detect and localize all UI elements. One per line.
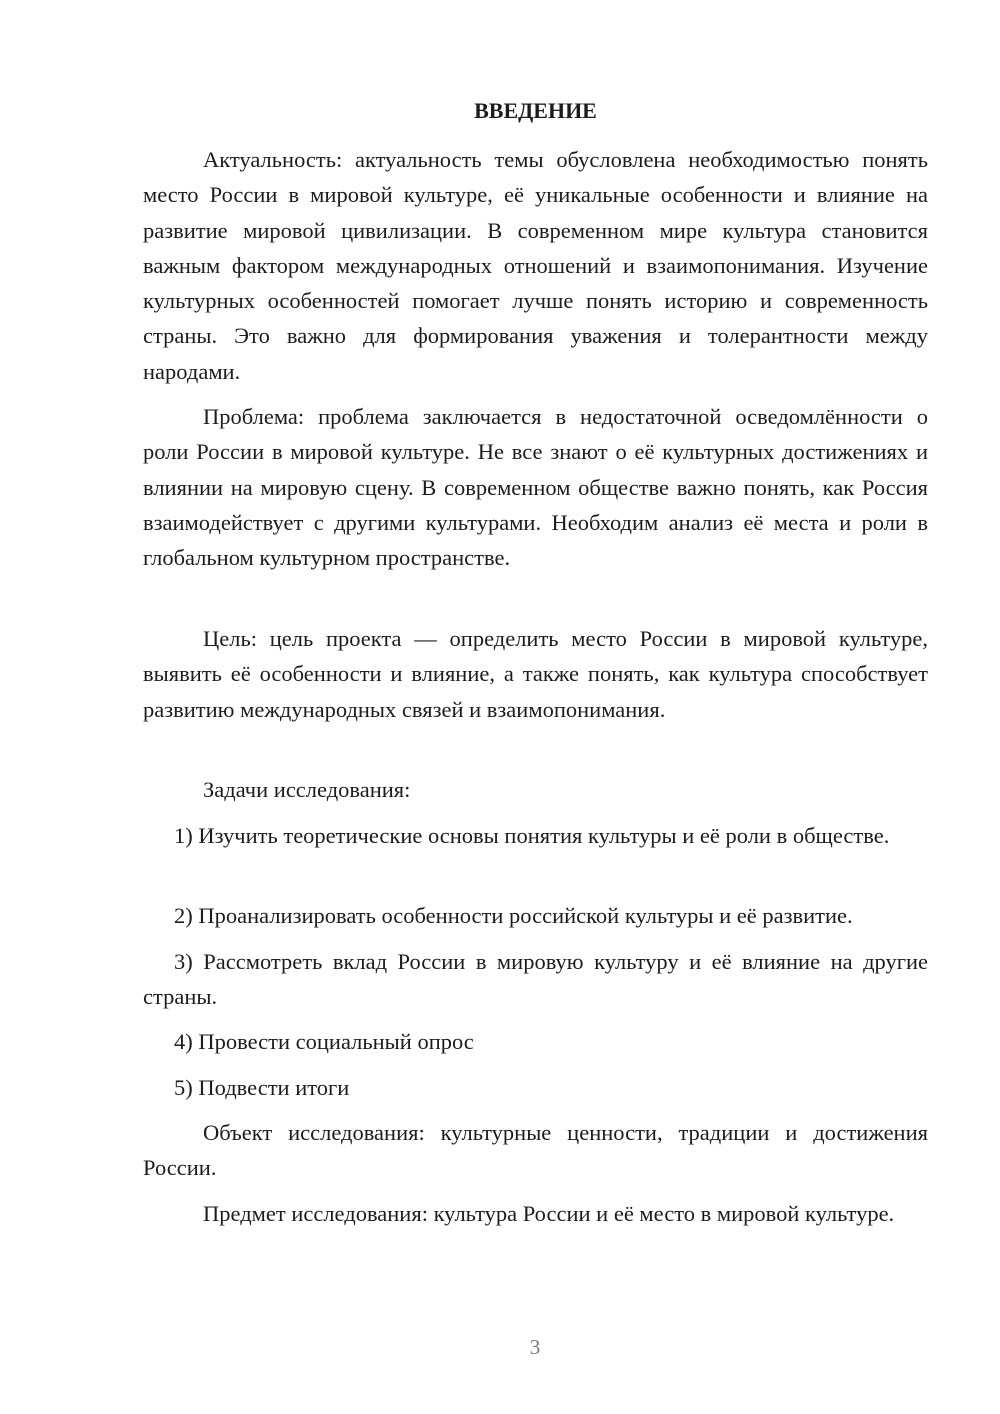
subject-paragraph: Предмет исследования: культура России и её место в мировой культуре. [203,1201,895,1226]
task-item-3: 3) Рассмотреть вклад России в мировую культуру и её влияние на другие страны. [143,949,928,1010]
task-item-5: 5) Подвести итоги [174,1075,350,1100]
task-item-1: 1) Изучить теоретические основы понятия культуры и её роли в обществе. [174,823,890,848]
page-number: 3 [529,1335,541,1359]
relevance-paragraph: Актуальность: актуальность темы обусловлена необходимостью понять место России в мировой культуре, её уникальные особенности и влияние на развитие мировой цивилизации. В современном мире культура становится важным фактором международных отношений и взаимопонимания. Изучение культурных особенностей помогает лучше понять историю и современность страны. Это важно для формирования уважения и толерантности между народами. [143,147,928,384]
tasks-heading: Задачи исследования: [203,777,411,802]
task-item-4: 4) Провести социальный опрос [174,1029,474,1054]
task-item-2: 2) Проанализировать особенности российской культуры и её развитие. [174,903,853,928]
problem-paragraph: Проблема: проблема заключается в недостаточной осведомлённости о роли России в мировой культуре. Не все знают о её культурных достижениях и влиянии на мировую сцену. В современном обществе важно понять, как Россия взаимодействует с другими культурами. Необходим анализ её места и роли в глобальном культурном пространстве. [143,404,928,571]
goal-paragraph: Цель: цель проекта — определить место России в мировой культуре, выявить её особенности и влияние, а также понять, как культура способствует развитию международных связей и взаимопонимания. [143,626,928,722]
object-paragraph: Объект исследования: культурные ценности, традиции и достижения России. [143,1120,928,1181]
section-heading: ВВЕДЕНИЕ [474,98,597,123]
